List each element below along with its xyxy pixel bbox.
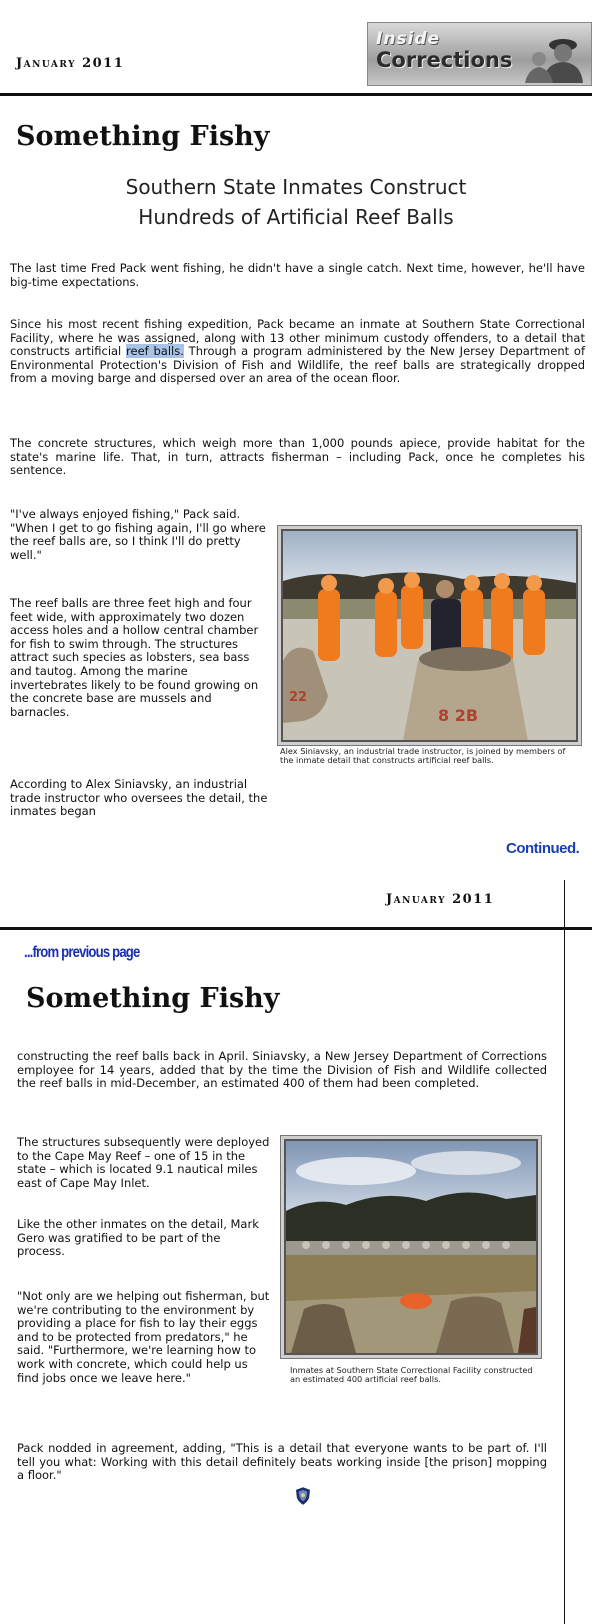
- page2-para4: "Not only are we helping out fisherman, but we're contributing to the environment by providing a place for fish to lay their eggs and to be protected from predators," he said. "Furthermore, we're learning how to work with concrete, which could help us find jobs once we leave here.": [17, 1289, 270, 1385]
- page1-photo-caption: Alex Siniavsky, an industrial trade instructor, is joined by members of the inmate detail that constructs artificial reef balls.: [280, 746, 566, 766]
- officer-portrait-icon: [525, 29, 585, 83]
- nj-doc-badge-icon: [296, 1487, 310, 1505]
- page2-date: January 2011: [386, 892, 495, 907]
- logo-line1: Inside: [376, 29, 441, 49]
- page1-date: January 2011: [16, 56, 125, 71]
- svg-text:22: 22: [289, 690, 308, 705]
- page1-headline: Something Fishy: [16, 121, 270, 152]
- para2-text-b: Through a program administered by the New Jersey Department of Environmental Protection's Division of Fish and Wildlife, the reef balls are strategically dropped from a moving barge and dispersed over an area of the ocean floor.: [10, 344, 585, 386]
- svg-text:8 2B: 8 2B: [438, 706, 479, 725]
- reef-balls-highlight: reef balls.: [126, 344, 184, 359]
- subheadline-line1: Southern State Inmates Construct: [125, 175, 467, 199]
- page1-para6: According to Alex Siniavsky, an industrial trade instructor who oversees the detail, the inmates began: [10, 777, 268, 819]
- para2-text-a: Since his most recent fishing expedition, Pack became an inmate at Southern State Correctional Facility, where he was assigned, along with 13 other minimum custody offenders, to a detail that constructs artificial: [10, 317, 585, 359]
- logo-line2: Corrections: [376, 48, 513, 72]
- subheadline-line2: Hundreds of Artificial Reef Balls: [138, 205, 454, 229]
- page2-header-rule: [0, 927, 592, 930]
- page1-para1: The last time Fred Pack went fishing, he didn't have a single catch. Next time, however, he'll have big-time expectations.: [10, 261, 585, 289]
- page2-para5: Pack nodded in agreement, adding, "This is a detail that everyone wants to be part of. I'll tell you what: Working with this detail definitely beats working inside [the prison] mopping a floor.": [17, 1441, 547, 1483]
- page2-photo-caption: Inmates at Southern State Correctional Facility constructed an estimated 400 artificial reef balls.: [290, 1365, 533, 1385]
- page2-para2: The structures subsequently were deployed to the Cape May Reef – one of 15 in the state – which is located 9.1 nautical miles east of Cape May Inlet.: [17, 1135, 270, 1190]
- page2-headline: Something Fishy: [26, 983, 280, 1014]
- page1-para4: "I've always enjoyed fishing," Pack said. "When I get to go fishing again, I'll go where the reef balls are, so I think I'll do pretty well.": [10, 507, 266, 562]
- continued-link[interactable]: Continued.: [506, 840, 580, 857]
- page1-para2: [10, 318, 585, 386]
- page1-photo-inmates-with-reef-balls: [281, 529, 578, 742]
- page2-right-border: [564, 880, 565, 1624]
- page2-para1: constructing the reef balls back in April. Siniavsky, a New Jersey Department of Corrections employee for 14 years, added that by the time the Division of Fish and Wildlife collected the reef balls in mid-December, an estimated 400 of them had been completed.: [17, 1049, 547, 1091]
- page1-subheadline: [0, 172, 592, 232]
- page2-photo-reef-balls-field: [284, 1139, 538, 1355]
- page1-para5: The reef balls are three feet high and four feet wide, with approximately two dozen access holes and a hollow central chamber for fish to swim through. The structures attract such species as lobsters, sea bass and tautog. Among the marine invertebrates likely to be found growing on the concrete base are mussels and barnacles.: [10, 596, 259, 719]
- page2-para3: Like the other inmates on the detail, Mark Gero was gratified to be part of the process.: [17, 1217, 259, 1259]
- page1-para3: The concrete structures, which weigh more than 1,000 pounds apiece, provide habitat for the state's marine life. That, in turn, attracts fisherman – including Pack, once he completes his sentence.: [10, 436, 585, 478]
- page1-header-rule: [0, 93, 592, 96]
- inside-corrections-logo: [367, 22, 592, 86]
- from-previous-page-link[interactable]: ...from previous page: [24, 944, 140, 961]
